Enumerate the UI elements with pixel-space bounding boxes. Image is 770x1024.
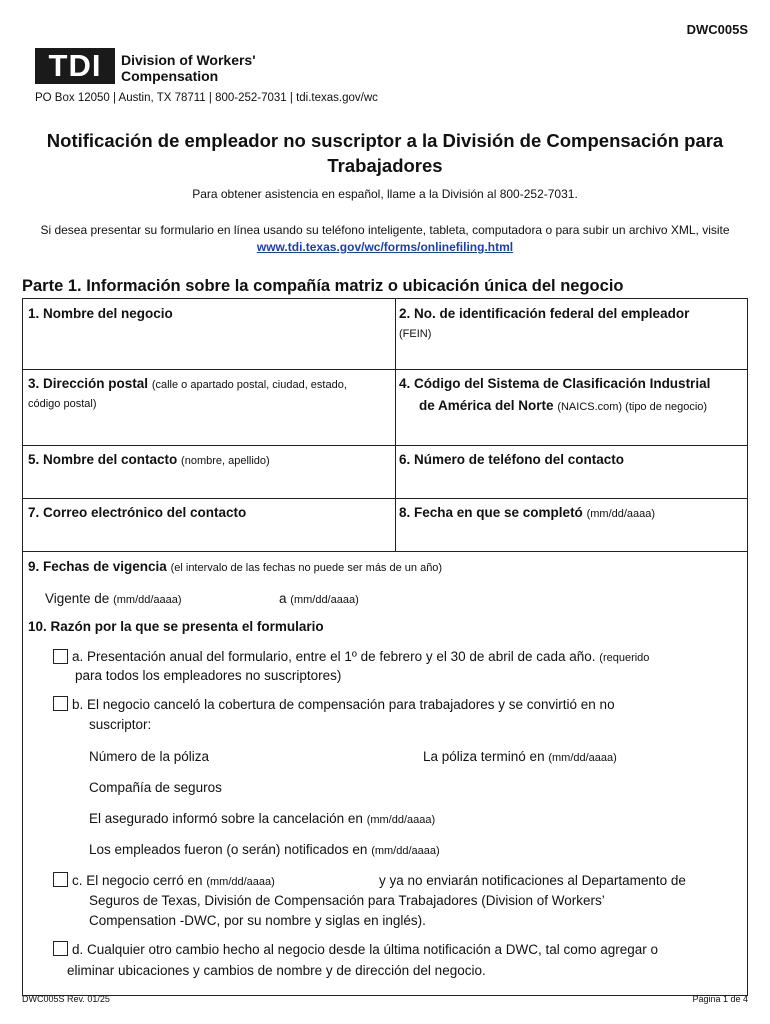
field-contact-name-label: 5. Nombre del contacto (nombre, apellido) xyxy=(28,452,270,467)
reason-b-line-1: b. El negocio canceló la cobertura de compensación para trabajadores y se convirtió en no xyxy=(72,697,615,712)
page-title xyxy=(0,128,770,178)
online-filing-note xyxy=(0,222,770,256)
reason-a-subtext: para todos los empleadores no suscriptores) xyxy=(75,668,342,683)
field-mailing-address-label: 3. Dirección postal (calle o apartado postal, ciudad, estado, xyxy=(28,376,347,391)
footer-page-number: Página 1 de 4 xyxy=(692,994,748,1004)
title-line-1: Notificación de empleador no suscriptor a la División de Compensación para xyxy=(46,130,724,151)
title-line-2: Trabajadores xyxy=(327,155,443,176)
online-filing-text: Si desea presentar su formulario en línea usando su teléfono inteligente, tableta, computadora o para subir un archivo XML, visite xyxy=(40,223,730,237)
agency-name xyxy=(121,52,256,84)
effective-to: a (mm/dd/aaaa) xyxy=(279,591,359,606)
online-filing-link[interactable]: www.tdi.texas.gov/wc/forms/onlinefiling.html xyxy=(256,240,514,254)
grid-divider xyxy=(23,498,747,499)
grid-divider xyxy=(23,551,747,552)
assistance-note: Para obtener asistencia en español, llame a la División al 800-252-7031. xyxy=(192,187,578,201)
part1-heading: Parte 1. Información sobre la compañía matriz o ubicación única del negocio xyxy=(22,277,624,295)
insurance-company-label: Compañía de seguros xyxy=(89,780,222,795)
footer-form-revision: DWC005S Rev. 01/25 xyxy=(22,994,110,1004)
reason-b-line-2: suscriptor: xyxy=(89,717,152,732)
reason-b-checkbox[interactable] xyxy=(53,696,68,711)
reason-c-line-1: c. El negocio cerró en (mm/dd/aaaa) xyxy=(72,873,275,888)
field-reason-label: 10. Razón por la que se presenta el formulario xyxy=(28,619,324,634)
agency-line-2: Compensation xyxy=(121,68,219,84)
field-contact-phone-label: 6. Número de teléfono del contacto xyxy=(399,452,625,467)
agency-address: PO Box 12050 | Austin, TX 78711 | 800-252-7031 | tdi.texas.gov/wc xyxy=(35,92,378,104)
reason-d-line-1: d. Cualquier otro cambio hecho al negocio desde la última notificación a DWC, tal como agregar o xyxy=(72,942,659,957)
reason-c-line-2: Seguros de Texas, División de Compensación para Trabajadores (Division of Workers’ xyxy=(89,893,605,908)
policy-ended-label: La póliza terminó en (mm/dd/aaaa) xyxy=(423,749,617,764)
reason-c-line-1b: y ya no enviarán notificaciones al Departamento de xyxy=(379,873,686,888)
reason-c-checkbox[interactable] xyxy=(53,872,68,887)
reason-a-text: a. Presentación anual del formulario, entre el 1º de febrero y el 30 de abril de cada año. (requerido xyxy=(72,649,650,664)
field-contact-email-label: 7. Correo electrónico del contacto xyxy=(28,505,247,520)
field-business-name-label: 1. Nombre del negocio xyxy=(28,306,173,321)
tdi-logo: TDI xyxy=(35,48,115,84)
form-code: DWC005S xyxy=(686,22,748,37)
agency-line-1: Division of Workers' xyxy=(121,52,256,68)
employees-notified-label: Los empleados fueron (o serán) notificados en (mm/dd/aaaa) xyxy=(89,842,440,857)
field-effective-dates-label: 9. Fechas de vigencia (el intervalo de las fechas no puede ser más de un año) xyxy=(28,559,443,574)
grid-divider xyxy=(23,445,747,446)
reason-a-checkbox[interactable] xyxy=(53,649,68,664)
reason-d-checkbox[interactable] xyxy=(53,941,68,956)
field-mailing-address-sub: código postal) xyxy=(28,398,97,410)
field-naics-label-2: de América del Norte (NAICS.com) (tipo de negocio) xyxy=(419,398,708,413)
policy-number-label: Número de la póliza xyxy=(89,749,210,764)
field-naics-label: 4. Código del Sistema de Clasificación Industrial xyxy=(399,376,711,391)
insured-reported-label: El asegurado informó sobre la cancelación en (mm/dd/aaaa) xyxy=(89,811,436,826)
field-fein-label: 2. No. de identificación federal del empleador xyxy=(399,306,690,321)
part1-form-grid xyxy=(22,298,748,996)
reason-c-line-3: Compensation -DWC, por su nombre y siglas en inglés). xyxy=(89,913,426,928)
grid-divider xyxy=(23,369,747,370)
field-fein-sub: (FEIN) xyxy=(399,328,432,340)
field-completed-date-label: 8. Fecha en que se completó (mm/dd/aaaa) xyxy=(399,505,656,520)
reason-d-line-2: eliminar ubicaciones y cambios de nombre y de dirección del negocio. xyxy=(67,963,486,978)
effective-from: Vigente de (mm/dd/aaaa) xyxy=(45,591,182,606)
grid-column-divider xyxy=(395,299,396,551)
